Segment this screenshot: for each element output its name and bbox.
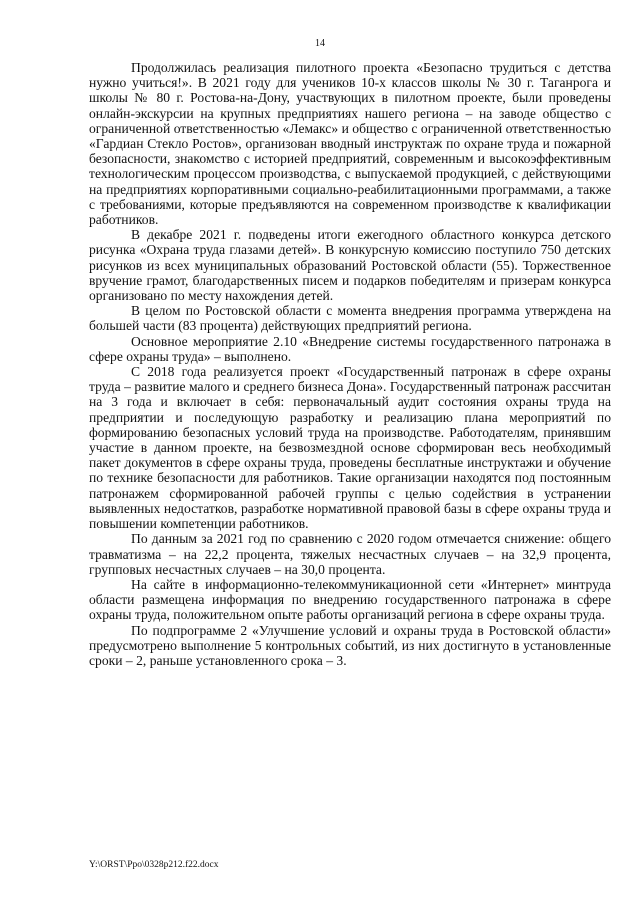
paragraph-subprogram-2: По подпрограмме 2 «Улучшение условий и охраны труда в Ростовской области» предусмотрено выполнение 5 контрольных событий, из них достигнуто в установленные сроки – 2, раньше установленного срока – 3.	[89, 622, 611, 668]
document-body	[89, 60, 611, 668]
paragraph-state-patronage: С 2018 года реализуется проект «Государственный патронаж в сфере охраны труда – развитие малого и среднего бизнеса Дона». Государственный патронаж рассчитан на 3 года и включает в себя: первоначальный аудит состояния охраны труда на предприятии и последующую разработку и реализацию плана мероприятий по формированию безопасных условий труда на производстве. Работодателям, принявшим участие в данном проекте, на безвозмездной основе сформирован весь необходимый пакет документов в сфере охраны труда, проведены бесплатные инструктажи и обучение по технике безопасности для работников. Такие организации находятся под постоянным патронажем сформированной рабочей группы с целью содействия в устранении выявленных недостатков, разработке нормативной правовой базы в сфере охраны труда и повышении компетенции работников.	[89, 364, 611, 532]
page-number: 14	[315, 38, 325, 49]
paragraph-measure-2-10: Основное мероприятие 2.10 «Внедрение системы государственного патронажа в сфере охраны труда» – выполнено.	[89, 333, 611, 364]
paragraph-program-adoption: В целом по Ростовской области с момента внедрения программа утверждена на большей части (83 процента) действующих предприятий региона.	[89, 303, 611, 334]
paragraph-drawing-contest: В декабре 2021 г. подведены итоги ежегодного областного конкурса детского рисунка «Охрана труда глазами детей». В конкурсную комиссию поступило 750 детских рисунков из всех муниципальных образований Ростовской области (55). Торжественное вручение грамот, благодарственных писем и подарков победителям и призерам конкурса организовано по месту нахождения детей.	[89, 227, 611, 304]
footer-file-path: Y:\ORST\Ppo\0328p212.f22.docx	[89, 860, 219, 870]
paragraph-pilot-project: Продолжилась реализация пилотного проекта «Безопасно трудиться с детства нужно учиться!». В 2021 году для учеников 10-х классов школы № 30 г. Таганрога и школы № 80 г. Ростова-на-Дону, участвующих в пилотном проекте, были проведены онлайн-экскурсии на крупных предприятиях нашего региона – на заводе общество с ограниченной ответственностью «Лемакс» и общество с ограниченной ответственностью «Гардиан Стекло Ростов», организован вводный инструктаж по охране труда и пожарной безопасности, знакомство с историей предприятий, современным и высокоэффективным технологическим процессом производства, с выпускаемой продукцией, с действующими на предприятиях корпоративными социально-реабилитационными программами, а также с требованиями, которые предъявляются на современном производстве к квалификации работников.	[89, 60, 611, 228]
paragraph-injury-statistics: По данным за 2021 год по сравнению с 2020 годом отмечается снижение: общего травматизма – на 22,2 процента, тяжелых несчастных случаев – на 32,9 процента, групповых несчастных случаев – на 30,0 процента.	[89, 531, 611, 577]
paragraph-website-info: На сайте в информационно-телекоммуникационной сети «Интернет» минтруда области размещена информация по внедрению государственного патронажа в сфере охраны труда, положительном опыте работы организаций региона в сфере охраны труда.	[89, 576, 611, 623]
